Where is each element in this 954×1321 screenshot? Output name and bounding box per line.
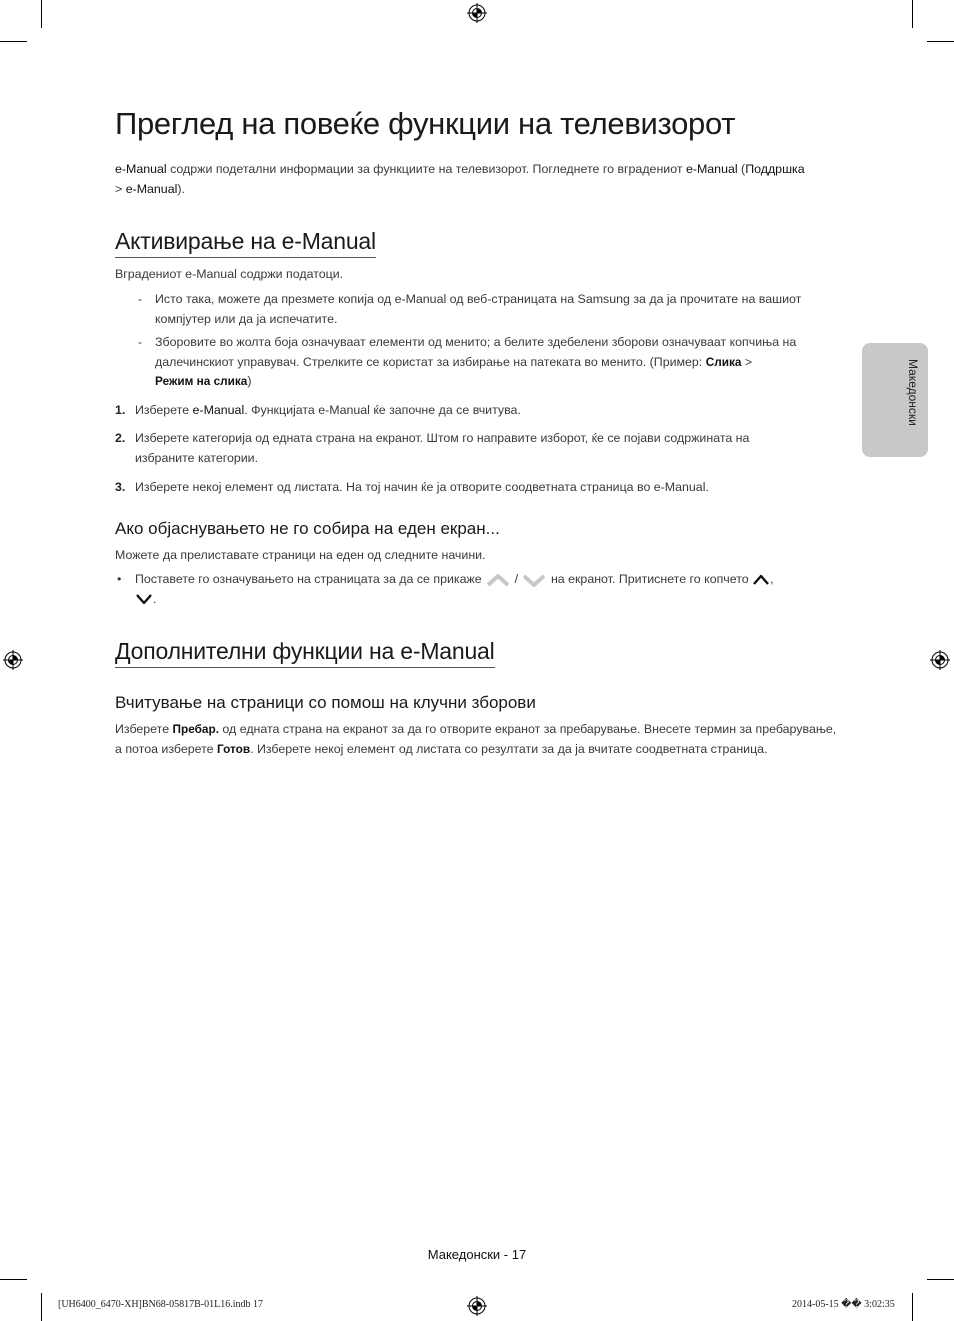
crop-mark xyxy=(927,41,954,42)
crop-mark xyxy=(41,0,42,28)
step-number: 1. xyxy=(115,403,126,417)
keyword-picture-mode: Режим на слика xyxy=(155,374,248,388)
chevron-down-icon xyxy=(135,592,153,606)
dash-item xyxy=(138,333,818,392)
registration-mark-icon xyxy=(467,1296,487,1316)
crop-mark xyxy=(41,1293,42,1321)
registration-mark-icon xyxy=(3,650,23,670)
intro-paragraph xyxy=(115,160,840,199)
bullet-text-part: Поставете го означувањето на страницата за да се прикаже xyxy=(135,572,482,586)
page-number: Македонски - 17 xyxy=(427,1247,527,1262)
keyword-e-manual: e-Manual xyxy=(685,162,738,176)
keyword-picture: Слика xyxy=(705,354,742,369)
print-timestamp: 2014-05-15 �� 3:02:35 xyxy=(792,1299,895,1310)
step-number: 2. xyxy=(115,431,126,445)
crop-mark xyxy=(912,1293,913,1321)
bullet-text-part: на екранот. Притиснете го копчето xyxy=(550,572,749,586)
keyword-e-manual: e-Manual xyxy=(125,181,178,196)
intro-text: ( xyxy=(737,162,746,176)
dash-item-text xyxy=(138,333,818,392)
keyword-e-manual: e-Manual xyxy=(192,403,245,417)
bullet-text-part: , xyxy=(770,572,774,586)
side-tab-label: Македонски xyxy=(906,359,920,426)
registration-mark-icon xyxy=(930,650,950,670)
dash-item-text: Исто така, можете да презмете копија од e-Manual од веб-страницата на Samsung за да ја прочитате на вашиот компјутер или да ја испечатите. xyxy=(155,292,802,326)
numbered-step xyxy=(115,401,805,421)
bullet-text-part: . xyxy=(153,591,157,606)
keyword-done: Готов xyxy=(216,741,251,756)
path-separator: > xyxy=(741,354,753,369)
keyword-search: Пребар. xyxy=(172,722,219,736)
chevron-up-icon xyxy=(752,573,770,587)
keyword-support: Поддршка xyxy=(745,162,805,176)
bullet-marker: • xyxy=(117,572,122,586)
intro-text: содржи подетални информации за функциите на телевизорот. Погледнете го вградениот xyxy=(166,162,686,176)
keyword-e-manual: e-Manual xyxy=(115,162,167,176)
bullet-item xyxy=(115,570,835,609)
dash-text: Зборовите во жолта боја означуваат елементи од менито; а белите здебелени зборови означуваат копчиња на далечинскиот управувач. Стрелките се користат за избирање на патеката во менито. (Пример: xyxy=(155,335,797,369)
file-info: [UH6400_6470-XH]BN68-05817B-01L16.indb 17 xyxy=(58,1299,263,1310)
intro-text: > xyxy=(115,181,126,196)
icon-separator: / xyxy=(514,572,519,586)
dash-marker: - xyxy=(138,335,143,349)
page-up-indicator-icon xyxy=(485,572,511,588)
paragraph-text: Изберете xyxy=(115,722,173,736)
crop-mark xyxy=(0,1279,27,1280)
crop-mark xyxy=(912,0,913,28)
paragraph-text: од едната страна на екранот за да го отворите екранот за пребарување. Внесете термин за пребарување, а потоа изберете xyxy=(115,722,837,756)
section1-lead: Вградениот e-Manual содржи податоци. xyxy=(115,267,344,281)
page-title: Преглед на повеќе функции на телевизорот xyxy=(115,106,736,141)
language-side-tab xyxy=(862,343,928,457)
bullet-text xyxy=(115,570,835,609)
dash-text: ) xyxy=(247,374,252,388)
step-text xyxy=(115,401,805,421)
numbered-step xyxy=(115,478,805,498)
step-text-part: . Функцијата e-Manual ќе започне да се вчитува. xyxy=(244,403,521,417)
dash-item xyxy=(138,290,818,329)
section-heading-additional: Дополнителни функции на e-Manual xyxy=(115,638,495,668)
step-number: 3. xyxy=(115,480,126,494)
paragraph-text: . Изберете некој елемент од листата со резултати за да ја вчитате соодветната страница. xyxy=(250,741,768,756)
subsection-heading-scroll: Ако објаснувањето не го собира на еден екран... xyxy=(115,519,500,538)
intro-text: ). xyxy=(177,181,185,196)
step-text: Изберете категорија од едната страна на екранот. Штом го направите изборот, ќе се појави содржината на избраните категории. xyxy=(135,431,750,465)
crop-mark xyxy=(0,41,27,42)
numbered-step xyxy=(115,429,805,468)
subsection-heading-keywords: Вчитување на страници со помош на клучни зборови xyxy=(115,693,536,712)
section2-paragraph xyxy=(115,720,840,759)
crop-mark xyxy=(927,1279,954,1280)
page-down-indicator-icon xyxy=(521,572,547,588)
step-text: Изберете некој елемент од листата. На тој начин ќе ја отворите соодветната страница во e-Manual. xyxy=(135,480,709,494)
section-heading-activate: Активирање на e-Manual xyxy=(115,228,376,258)
step-text-part: Изберете xyxy=(135,403,193,417)
dash-marker: - xyxy=(138,292,143,306)
subsection-lead: Можете да прелиставате страници на еден од следните начини. xyxy=(115,548,486,562)
registration-mark-icon xyxy=(467,3,487,23)
